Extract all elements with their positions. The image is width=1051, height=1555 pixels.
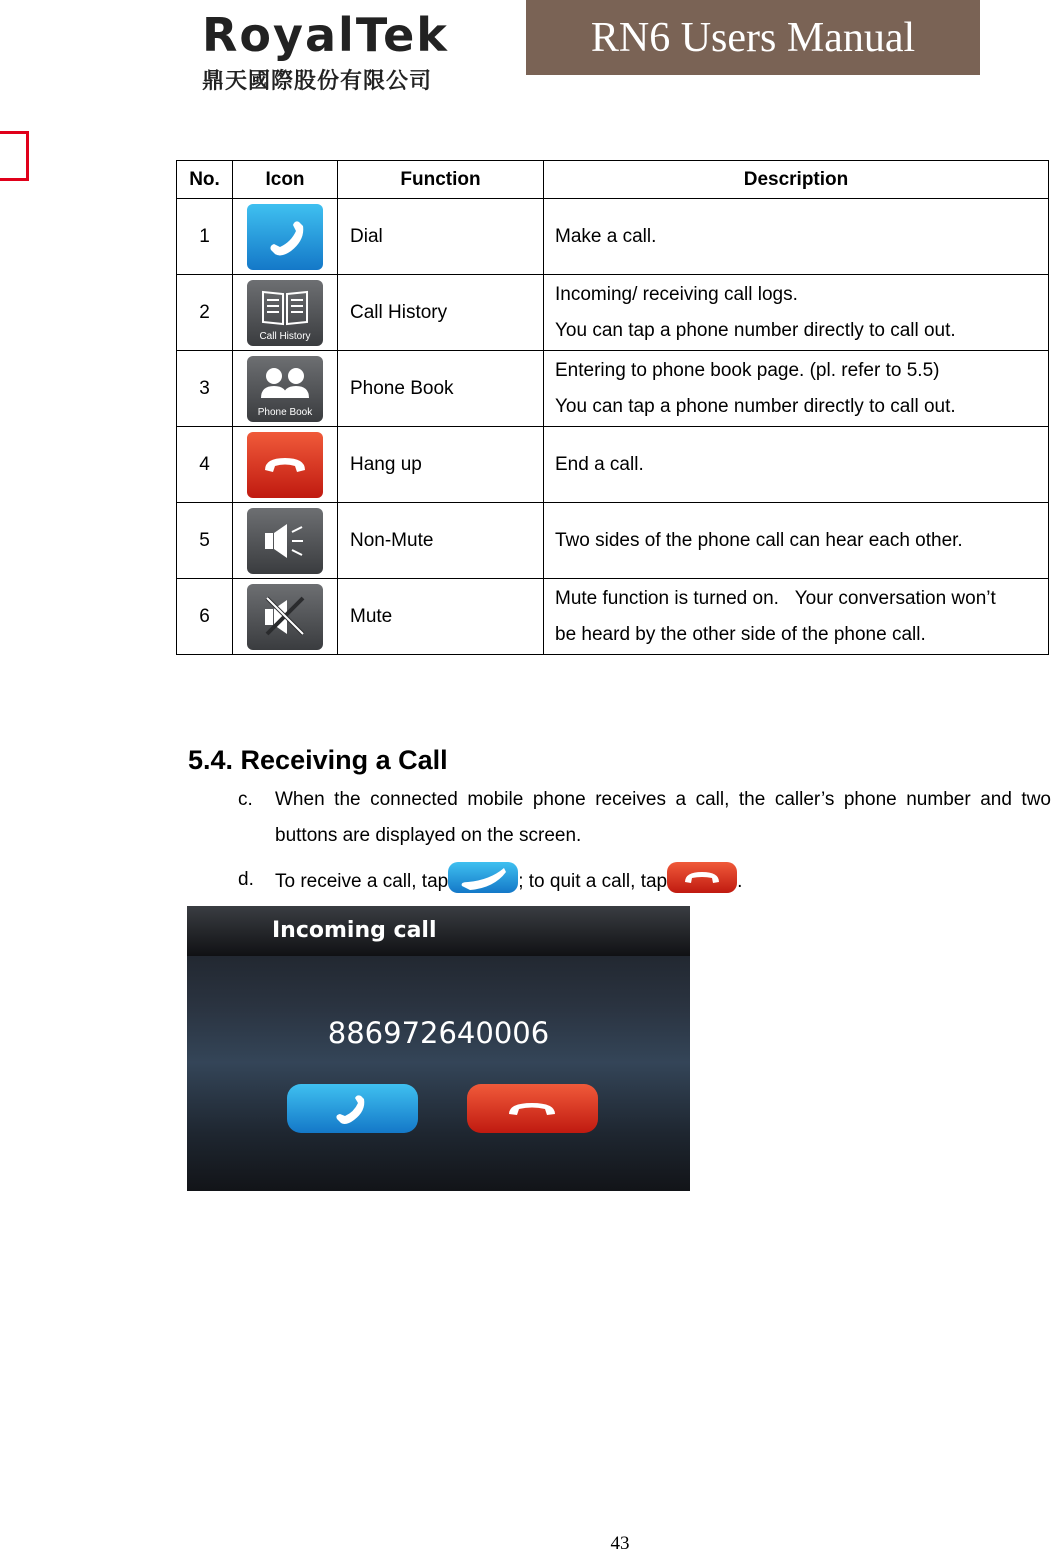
item-label: d. [238,869,254,890]
royaltek-logo [198,8,498,94]
row-description: Make a call. [555,225,657,247]
row-function: Call History [338,275,544,351]
row-no: 4 [177,427,233,503]
row-no: 3 [177,351,233,427]
row-description: End a call. [555,453,644,475]
incoming-call-title: Incoming call [272,918,437,943]
hang-up-icon [247,432,323,498]
row-description: Incoming/ receiving call logs. [555,283,798,305]
row-description: Mute function is turned on. Your conversation won’t [555,587,996,609]
inline-hangup-icon [667,862,737,893]
row-function: Phone Book [338,351,544,427]
speaker-icon [247,508,323,574]
call-function-table [176,160,1049,655]
icon-caption: Phone Book [257,406,313,418]
incoming-call-screen [187,906,690,1191]
row-description-2: You can tap a phone number directly to call out. [555,319,956,341]
row-function: Dial [338,199,544,275]
answer-call-button[interactable] [287,1084,418,1133]
call-history-icon [247,280,323,346]
incoming-title-bar [187,906,690,956]
row-description-2: be heard by the other side of the phone call. [555,623,926,645]
row-function: Hang up [338,427,544,503]
caller-number: 886972640006 [327,1016,550,1050]
item-text: To receive a call, tap [275,871,449,892]
row-description-2: You can tap a phone number directly to call out. [555,395,956,417]
red-margin-mark [0,131,29,181]
phone-book-icon [247,356,323,422]
manual-title: RN6 Users Manual [526,0,980,75]
header-no: No. [177,161,233,199]
row-no: 5 [177,503,233,579]
table-row [177,275,1049,351]
page-number: 43 [610,1533,630,1554]
row-no: 1 [177,199,233,275]
header-icon: Icon [233,161,338,199]
item-text: When the connected mobile phone receives a call, the caller’s phone number and two buttons are displayed on the screen. [275,789,1051,846]
list-item-d [238,862,1051,900]
row-function: Non-Mute [338,503,544,579]
row-description: Two sides of the phone call can hear each other. [555,529,963,551]
logo-text-en: RoyalTek [202,8,449,62]
row-no: 6 [177,579,233,655]
row-description: Entering to phone book page. (pl. refer to 5.5) [555,359,940,381]
table-header-row [177,161,1049,199]
row-function: Mute [338,579,544,655]
icon-caption: Call History [259,330,311,342]
table-row [177,503,1049,579]
item-text-end: . [737,871,743,892]
table-row [177,579,1049,655]
inline-answer-icon [448,862,518,893]
item-label: c. [238,789,253,810]
logo-text-zh: 鼎天國際股份有限公司 [202,69,433,94]
dial-icon [247,204,323,270]
table-row [177,199,1049,275]
mute-icon [247,584,323,650]
section-heading: 5.4. Receiving a Call [188,745,448,775]
reject-call-button[interactable] [467,1084,598,1133]
table-row [177,427,1049,503]
table-row [177,351,1049,427]
item-text-middle: ; to quit a call, tap [518,871,668,892]
list-item-c [238,782,1051,854]
header-description: Description [544,161,1049,199]
row-no: 2 [177,275,233,351]
header-function: Function [338,161,544,199]
